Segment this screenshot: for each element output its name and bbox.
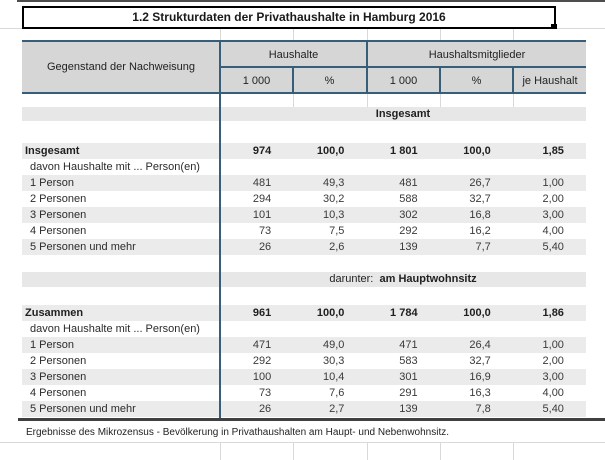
table-title: 1.2 Strukturdaten der Privathaushalte in Hamburg 2016 [22,6,556,29]
title-box-shadow [551,24,557,29]
cell-mitglieder-pct: 7,7 [475,241,491,253]
row-label: 4 Personen [30,387,87,399]
cell-mitglieder-pct: 32,7 [469,193,491,205]
cell-mitglieder-1000: 139 [399,241,418,253]
grid-vline [220,29,221,40]
cell-haushalte-1000: 974 [252,145,272,157]
row-label: Zusammen [25,307,84,319]
cell-haushalte-pct: 2,7 [329,403,345,415]
row-label: 5 Personen und mehr [30,241,136,253]
grid-hline [0,442,605,443]
grid-vline [513,443,514,460]
grid-vline [293,29,294,40]
cell-je-haushalt: 1,85 [542,145,564,157]
col-header: % [471,75,482,87]
cell-mitglieder-pct: 100,0 [463,145,491,157]
cell-je-haushalt: 2,00 [542,355,564,367]
cell-haushalte-pct: 2,6 [329,241,345,253]
cell-mitglieder-1000: 139 [399,403,418,415]
cell-mitglieder-pct: 100,0 [463,307,491,319]
cell-haushalte-1000: 961 [252,307,272,319]
cell-je-haushalt: 5,40 [542,403,564,415]
cell-haushalte-pct: 7,6 [329,387,345,399]
cell-mitglieder-1000: 302 [399,209,418,221]
grid-vline [440,94,441,107]
cell-mitglieder-1000: 583 [399,355,418,367]
cell-mitglieder-pct: 16,2 [469,225,491,237]
group-header-haushalte: Haushalte [268,49,319,61]
cell-haushalte-1000: 100 [252,371,272,383]
col-header: je Haushalt [522,75,578,87]
cell-haushalte-1000: 73 [258,225,272,237]
grid-vline [440,443,441,460]
row-label: 1 Person [30,339,75,351]
cell-haushalte-pct: 30,3 [322,355,345,367]
cell-haushalte-1000: 73 [258,387,272,399]
cell-haushalte-pct: 49,0 [322,339,345,351]
table-row-davon [22,159,586,175]
cell-mitglieder-1000: 301 [399,371,418,383]
grid-vline [513,94,514,107]
row-label: 1 Person [30,177,75,189]
row-label: 3 Personen [30,209,87,221]
row-label: 3 Personen [30,371,87,383]
table-row-1person [22,337,586,353]
cell-je-haushalt: 3,00 [542,209,564,221]
cell-mitglieder-1000: 291 [399,387,418,399]
table-row-3personen [22,369,586,385]
table-row-1person [22,175,586,191]
cell-haushalte-pct: 49,3 [322,177,345,189]
table-footnote: Ergebnisse des Mikrozensus - Bevölkerung in Privathaushalten am Haupt- und Nebenwohnsitz. [26,427,450,438]
cell-mitglieder-pct: 26,7 [469,177,491,189]
cell-mitglieder-1000: 471 [399,339,418,351]
row-label: 5 Personen und mehr [30,403,136,415]
cell-haushalte-1000: 292 [252,355,272,367]
cell-mitglieder-1000: 1 784 [390,307,418,319]
grid-vline [440,29,441,40]
row-label: 4 Personen [30,225,87,237]
grid-vline [513,29,514,40]
header-divider [292,68,294,92]
table-row-insgesamt [22,143,586,159]
main-column-divider [219,40,221,420]
cell-haushalte-1000: 26 [258,403,272,415]
row-label: 2 Personen [30,355,87,367]
cell-haushalte-1000: 294 [252,193,272,205]
row-label: 2 Personen [30,193,87,205]
cell-haushalte-pct: 100,0 [316,145,345,157]
cell-je-haushalt: 2,00 [542,193,564,205]
cell-mitglieder-pct: 16,9 [469,371,491,383]
table-row-2personen [22,191,586,207]
cell-mitglieder-pct: 32,7 [469,355,491,367]
cell-mitglieder-1000: 481 [399,177,418,189]
cell-haushalte-1000: 101 [252,209,272,221]
cell-haushalte-pct: 30,2 [322,193,345,205]
cell-haushalte-pct: 10,3 [322,209,345,221]
window-top-edge [17,0,605,2]
col-header: 1 000 [389,75,418,87]
table-bottom-rule [18,418,605,421]
table-row-2personen [22,353,586,369]
cell-je-haushalt: 1,86 [542,307,564,319]
header-divider [512,68,514,92]
col-header: % [324,75,335,87]
grid-vline [293,443,294,460]
cell-mitglieder-1000: 588 [399,193,418,205]
row-header-label: Gegenstand der Nachweisung [47,61,195,73]
cell-je-haushalt: 3,00 [542,371,564,383]
table-header [22,40,586,94]
section-band-prefix: darunter: [329,273,374,285]
section-band-label: am Hauptwohnsitz [379,273,477,285]
col-header: 1 000 [242,75,271,87]
group-header-haushaltsmitglieder: Haushaltsmitglieder [428,49,526,61]
cell-haushalte-1000: 26 [258,241,272,253]
cell-je-haushalt: 4,00 [542,387,564,399]
table-row-4personen [22,385,586,401]
grid-vline [367,29,368,40]
cell-mitglieder-pct: 16,3 [469,387,491,399]
table-row-3personen [22,207,586,223]
cell-je-haushalt: 1,00 [542,177,564,189]
table-row-davon [22,321,586,337]
cell-je-haushalt: 4,00 [542,225,564,237]
cell-haushalte-pct: 100,0 [316,307,345,319]
section-band-insgesamt [22,107,586,121]
grid-vline [220,443,221,460]
table-row-4personen [22,223,586,239]
header-divider [439,68,441,92]
cell-haushalte-pct: 7,5 [329,225,345,237]
section-band-text [220,272,586,287]
table-row-zusammen [22,305,586,321]
cell-mitglieder-pct: 7,8 [475,403,491,415]
cell-mitglieder-pct: 26,4 [469,339,491,351]
cell-haushalte-1000: 481 [252,177,272,189]
row-label: Insgesamt [25,145,80,157]
section-band-label: Insgesamt [375,108,431,120]
cell-mitglieder-1000: 1 801 [390,145,418,157]
table-row-5personen [22,239,586,255]
row-label: davon Haushalte mit ... Person(en) [30,161,200,173]
section-band-hauptwohnsitz [22,272,586,287]
grid-vline [367,443,368,460]
cell-haushalte-pct: 10,4 [322,371,345,383]
grid-vline [367,94,368,107]
cell-mitglieder-pct: 16,8 [469,209,491,221]
row-label: davon Haushalte mit ... Person(en) [30,323,200,335]
table-row-5personen [22,401,586,417]
cell-je-haushalt: 5,40 [542,241,564,253]
cell-haushalte-1000: 471 [252,339,272,351]
header-divider [220,66,586,68]
cell-je-haushalt: 1,00 [542,339,564,351]
cell-mitglieder-1000: 292 [399,225,418,237]
grid-vline [293,94,294,107]
